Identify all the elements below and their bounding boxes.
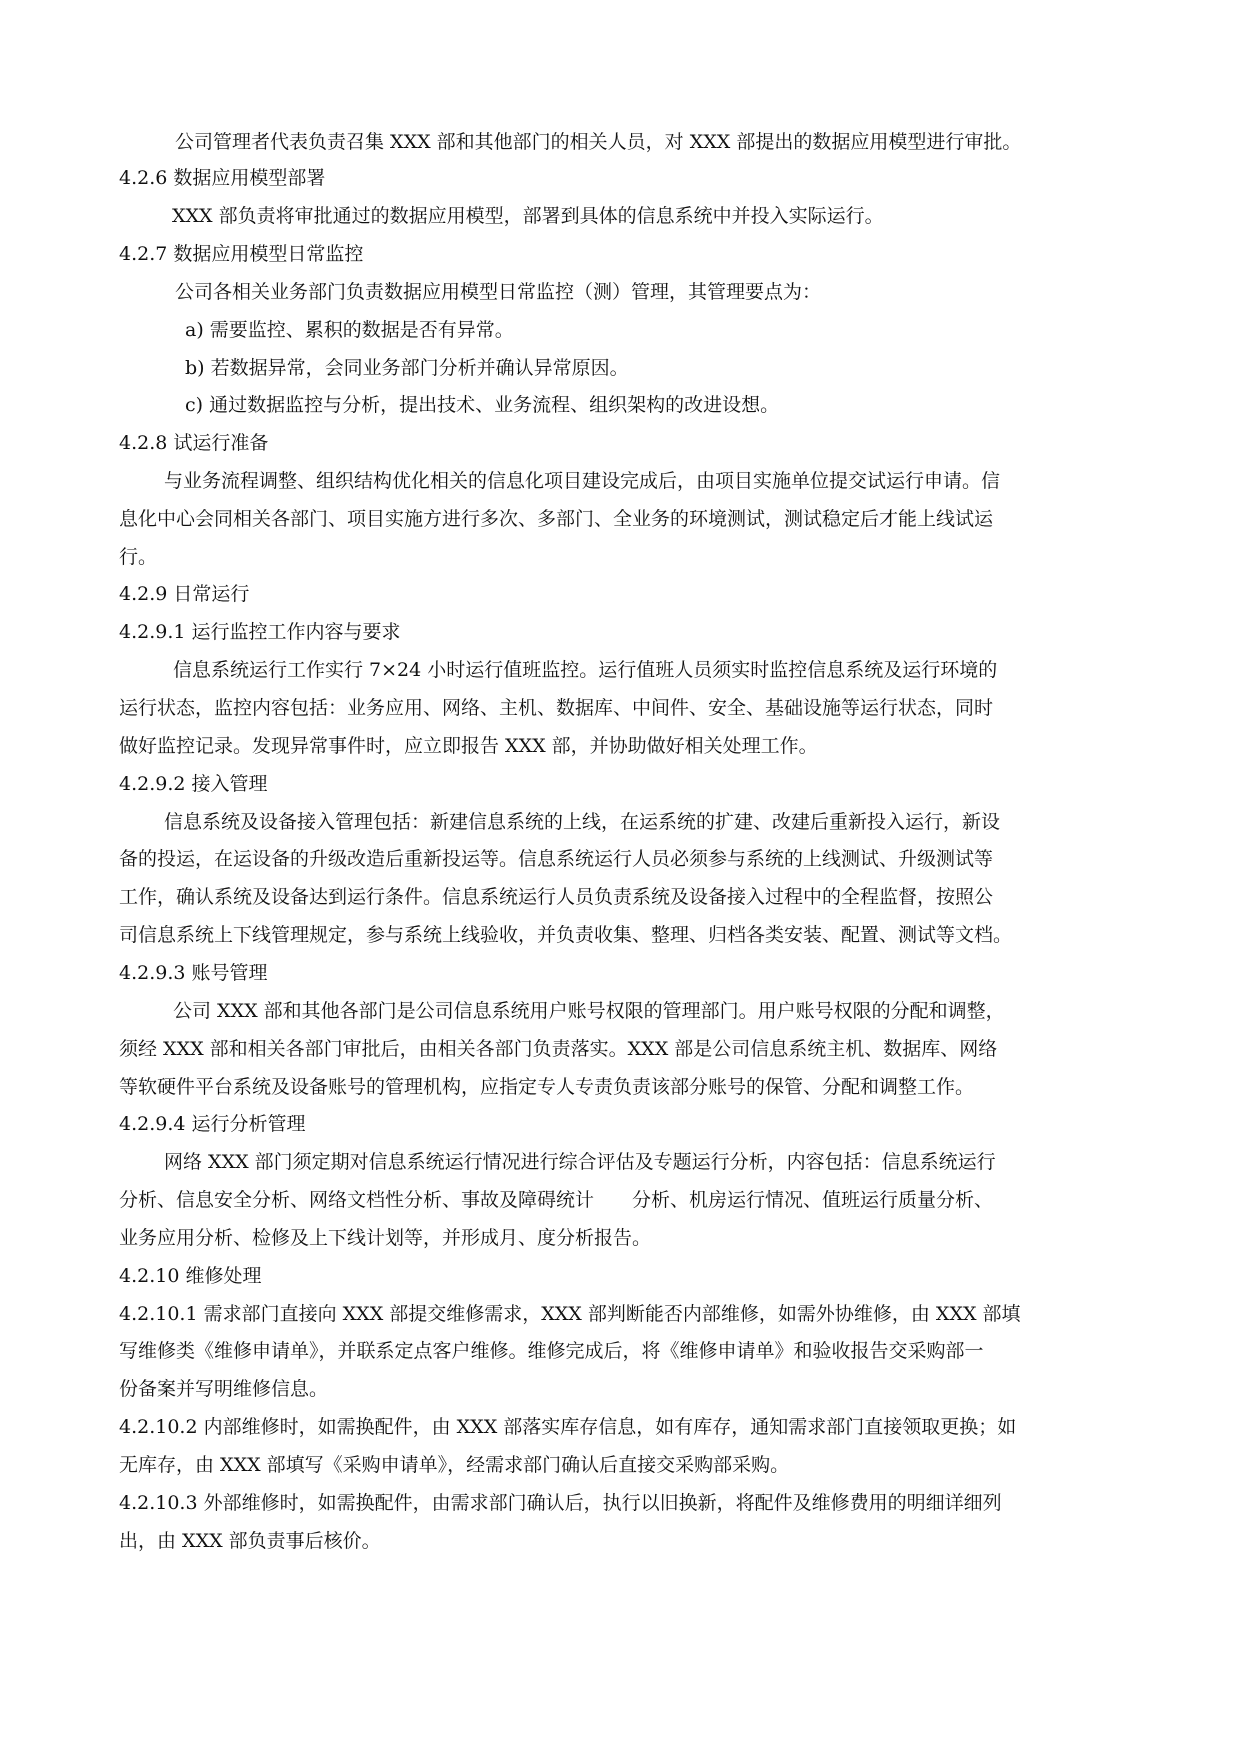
body-paragraph-line: 运行状态，监控内容包括：业务应用、网络、主机、数据库、中间件、安全、基础设施等运行状态，同时 — [119, 697, 994, 719]
body-paragraph-line: 公司 XXX 部和其他各部门是公司信息系统用户账号权限的管理部门。用户账号权限的分配和调整， — [173, 1000, 1005, 1022]
body-paragraph-line: 4.2.10.2 内部维修时，如需换配件，由 XXX 部落实库存信息，如有库存，通知需求部门直接领取更换；如 — [119, 1416, 1017, 1438]
body-paragraph-line: 行。 — [119, 546, 158, 568]
section-heading: 4.2.9 日常运行 — [119, 583, 250, 605]
list-item: b) 若数据异常，会同业务部门分析并确认异常原因。 — [185, 357, 629, 379]
body-paragraph-line: 无库存，由 XXX 部填写《采购申请单》，经需求部门确认后直接交采购部采购。 — [119, 1454, 790, 1476]
body-paragraph-line: 做好监控记录。发现异常事件时，应立即报告 XXX 部，并协助做好相关处理工作。 — [119, 735, 818, 757]
body-paragraph-line: 等软硬件平台系统及设备账号的管理机构，应指定专人专责负责该部分账号的保管、分配和调整工作。 — [119, 1076, 975, 1098]
subsection-heading: 4.2.9.3 账号管理 — [119, 962, 268, 984]
subsection-heading: 4.2.9.1 运行监控工作内容与要求 — [119, 621, 401, 643]
body-paragraph-line: 业务应用分析、检修及上下线计划等，并形成月、度分析报告。 — [119, 1227, 652, 1249]
section-heading: 4.2.6 数据应用模型部署 — [119, 167, 326, 189]
body-paragraph-line: 工作，确认系统及设备达到运行条件。信息系统运行人员负责系统及设备接入过程中的全程监督，按照公 — [119, 886, 994, 908]
body-paragraph-line: 须经 XXX 部和相关各部门审批后，由相关各部门负责落实。XXX 部是公司信息系统主机、数据库、网络 — [119, 1038, 998, 1060]
list-item: c) 通过数据监控与分析，提出技术、业务流程、组织架构的改进设想。 — [185, 394, 780, 416]
body-paragraph-line: 信息系统运行工作实行 7×24 小时运行值班监控。运行值班人员须实时监控信息系统及运行环境的 — [173, 659, 998, 681]
body-paragraph-line: 公司各相关业务部门负责数据应用模型日常监控（测）管理，其管理要点为： — [175, 281, 822, 303]
body-paragraph-line: XXX 部负责将审批通过的数据应用模型，部署到具体的信息系统中并投入实际运行。 — [172, 205, 884, 227]
list-item: a) 需要监控、累积的数据是否有异常。 — [185, 319, 514, 341]
body-paragraph-line: 网络 XXX 部门须定期对信息系统运行情况进行综合评估及专题运行分析，内容包括：信息系统运行 — [164, 1151, 996, 1173]
body-paragraph-line: 4.2.10.3 外部维修时，如需换配件，由需求部门确认后，执行以旧换新，将配件及维修费用的明细详细列 — [119, 1492, 1002, 1514]
body-paragraph-line: 分析、信息安全分析、网络文档性分析、事故及障碍统计 分析、机房运行情况、值班运行质量分析、 — [119, 1189, 994, 1211]
body-paragraph-line: 息化中心会同相关各部门、项目实施方进行多次、多部门、全业务的环境测试，测试稳定后才能上线试运 — [119, 508, 994, 530]
subsection-heading: 4.2.9.4 运行分析管理 — [119, 1113, 306, 1135]
body-paragraph-line: 写维修类《维修申请单》，并联系定点客户维修。维修完成后，将《维修申请单》和验收报告交采购部一 — [119, 1340, 984, 1362]
subsection-heading: 4.2.9.2 接入管理 — [119, 773, 268, 795]
body-paragraph-line: 出，由 XXX 部负责事后核价。 — [119, 1530, 381, 1552]
body-paragraph-line: 与业务流程调整、组织结构优化相关的信息化项目建设完成后，由项目实施单位提交试运行申请。信 — [164, 470, 1001, 492]
section-heading: 4.2.7 数据应用模型日常监控 — [119, 243, 364, 265]
body-paragraph-line: 备的投运，在运设备的升级改造后重新投运等。信息系统运行人员必须参与系统的上线测试、升级测试等 — [119, 848, 994, 870]
section-heading: 4.2.10 维修处理 — [119, 1265, 262, 1287]
body-paragraph-line: 信息系统及设备接入管理包括：新建信息系统的上线，在运系统的扩建、改建后重新投入运行，新设 — [164, 811, 1001, 833]
body-paragraph-line: 4.2.10.1 需求部门直接向 XXX 部提交维修需求，XXX 部判断能否内部维修，如需外协维修，由 XXX 部填 — [119, 1303, 1021, 1325]
section-heading: 4.2.8 试运行准备 — [119, 432, 269, 454]
body-paragraph-line: 公司管理者代表负责召集 XXX 部和其他部门的相关人员，对 XXX 部提出的数据应用模型进行审批。 — [175, 131, 1022, 153]
body-paragraph-line: 份备案并写明维修信息。 — [119, 1378, 329, 1400]
body-paragraph-line: 司信息系统上下线管理规定，参与系统上线验收，并负责收集、整理、归档各类安装、配置、测试等文档。 — [119, 924, 1013, 946]
